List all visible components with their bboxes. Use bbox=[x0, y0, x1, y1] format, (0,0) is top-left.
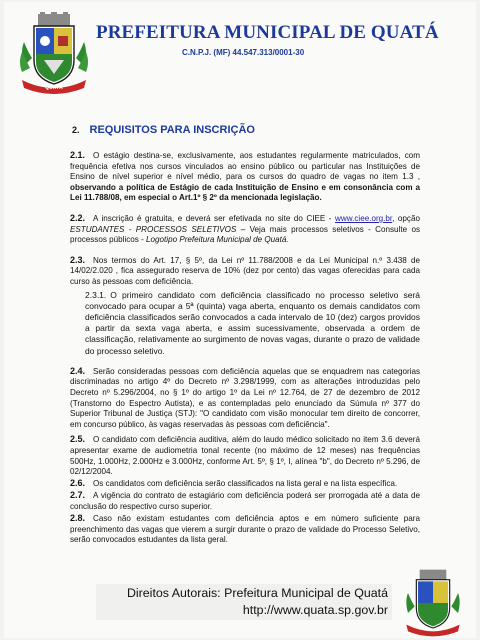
paragraph-2-7 bbox=[70, 490, 420, 512]
document-body bbox=[70, 150, 420, 546]
paragraph-2-8 bbox=[70, 513, 420, 546]
paragraph-2-2 bbox=[70, 213, 420, 246]
copyright-banner bbox=[96, 584, 392, 620]
svg-text:QUATÁ: QUATÁ bbox=[45, 85, 63, 91]
municipal-coat-of-arms-small-icon bbox=[402, 568, 464, 638]
paragraph-text: Caso não existam estudantes com deficiência aptos e em número suficiente para preenchimento das vagas que vierem a surgir durante o prazo de validade do Processo Seletivo, serão convocados estudantes da lista geral. bbox=[70, 513, 420, 545]
paragraph-text: O primeiro candidato com deficiência classificado no processo seletivo será convocado para ocupar a 5ª (quinta) vaga aberta, enquanto os demais candidatos com deficiência classificados serão convocados a cada intervalo de 10 (dez) cargos providos a partir da sexta vaga aberta, e assim sucessivamente, observada a ordem de classificação, relativamente ao surgimento de novas vagas, durante o prazo de validade do processo seletivo. bbox=[85, 289, 420, 356]
cnpj-number: C.N.P.J. (MF) 44.547.313/0001-30 bbox=[182, 48, 305, 57]
section-title: REQUISITOS PARA INSCRIÇÃO bbox=[89, 124, 255, 136]
municipal-coat-of-arms-icon bbox=[18, 12, 90, 96]
paragraph-number: 2.3.1. bbox=[85, 289, 107, 300]
paragraph-text: Veja mais processos seletivos - Consulte os processos públicos - bbox=[70, 224, 420, 245]
paragraph-number: 2.8. bbox=[70, 512, 86, 523]
paragraph-italic-text: Logotipo Prefeitura Municipal de Quatá. bbox=[146, 235, 289, 245]
section-number: 2. bbox=[72, 125, 80, 135]
paragraph-number: 2.6. bbox=[70, 478, 86, 489]
section-heading bbox=[72, 124, 255, 136]
paragraph-text: Serão consideradas pessoas com deficiência aquelas que se enquadrem nas categorias discriminadas no artigo 4º do Decreto nº 3.298/1999, com as alterações introduzidas pelo Decreto nº 5.296/2004, no § 1º do artigo 1º da Lei nº 12.764, de 27 de dezembro de 2012 (Transtorno do Espectro Autista), e as contempladas pelo enunciado da Súmula nº 377 do Superior Tribunal de Justiça (STJ): "O candidato com visão monocular tem direito de concorrer, em concurso público, às vagas reservadas às pessoas com deficiência". bbox=[70, 366, 420, 429]
paragraph-bold-text: observando a política de Estágio de cada Instituição de Ensino e em consonância com a Lei 11.788/08, em especial o Art.1º § 2º da mencionada legislação. bbox=[70, 182, 420, 203]
paragraph-number: 2.1. bbox=[70, 150, 86, 160]
paragraph-text: , opção bbox=[392, 213, 420, 223]
paragraph-2-3 bbox=[70, 255, 420, 288]
paragraph-text: A vigência do contrato de estagiário com deficiência poderá ser prorrogada até a data de conclusão do respectivo curso superior. bbox=[70, 491, 420, 511]
document-page bbox=[4, 2, 476, 638]
paragraph-italic-text: ESTUDANTES - PROCESSOS SELETIVOS – bbox=[70, 224, 246, 234]
paragraph-2-6 bbox=[70, 478, 420, 490]
paragraph-number: 2.2. bbox=[70, 212, 86, 223]
paragraph-text: O estágio destina-se, exclusivamente, aos estudantes regularmente matriculados, com frequência efetiva nos cursos vinculados ao ensino público ou particular nas Instituições de Ensino de nível superior e nível médio, para os cursos do quadro de vagas no item 1.3 , bbox=[70, 151, 420, 182]
paragraph-2-3-1 bbox=[85, 290, 420, 357]
ciee-link[interactable]: www.ciee.org.br bbox=[335, 213, 393, 223]
paragraph-text: Nos termos do Art. 17, § 5º, da Lei nº 11.788/2008 e da Lei Municipal n.º 3.438 de 14/02/2.020 , fica assegurado reserva de 10% (dez por cento) das vagas oferecidas para cada curso às pessoas com deficiência. bbox=[70, 255, 420, 286]
copyright-text: Direitos Autorais: Prefeitura Municipal de Quatá bbox=[126, 586, 388, 600]
paragraph-number: 2.5. bbox=[70, 434, 86, 445]
paragraph-2-1 bbox=[70, 150, 420, 204]
paragraph-text: Os candidatos com deficiência serão classificados na lista geral e na lista específica. bbox=[93, 479, 398, 489]
page-title: PREFEITURA MUNICIPAL DE QUATÁ bbox=[96, 22, 439, 43]
paragraph-2-5 bbox=[70, 434, 420, 477]
paragraph-number: 2.4. bbox=[70, 365, 86, 376]
paragraph-text: O candidato com deficiência auditiva, além do laudo médico solicitado no item 3.6 deverá apresentar exame de audiometria tonal recente (no máximo de 12 meses) nas frequências 500Hz, 1.000Hz, 2.000Hz e 3.000Hz, conforme Art. 5º, § 1º, I, alínea "b", do Decreto nº 5.296, de 02/12/2004. bbox=[70, 435, 420, 477]
paragraph-number: 2.7. bbox=[70, 490, 86, 501]
paragraph-2-4 bbox=[70, 366, 420, 431]
paragraph-number: 2.3. bbox=[70, 254, 86, 265]
paragraph-text: A inscrição é gratuita, e deverá ser efetivada no site do CIEE - bbox=[93, 213, 332, 223]
website-link[interactable]: http://www.quata.sp.gov.br bbox=[242, 603, 388, 617]
